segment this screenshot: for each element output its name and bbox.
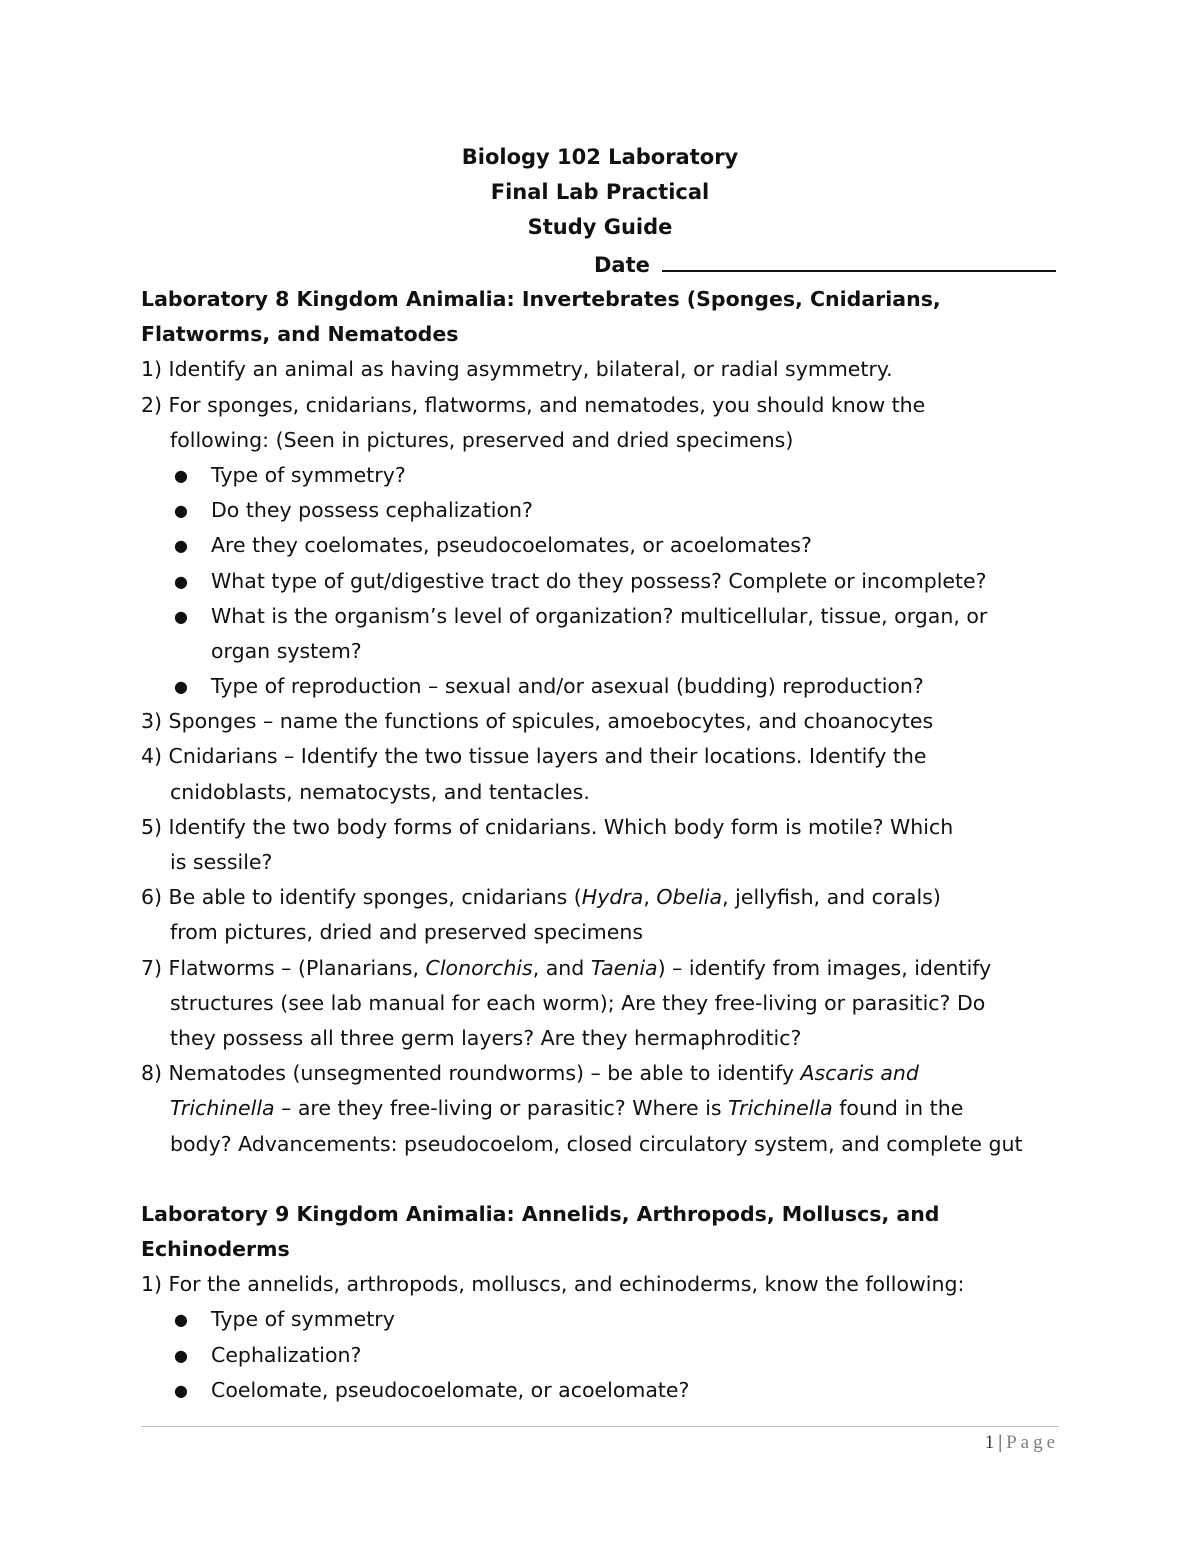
lab8-question-4-cont: cnidoblasts, nematocysts, and tentacles. — [170, 779, 590, 804]
bullet-icon: ● — [174, 1310, 188, 1330]
list-item: ● Do they possess cephalization? — [141, 493, 1071, 528]
lab8-question-1: 1) Identify an animal as having asymmetry, bilateral, or radial symmetry. — [141, 357, 893, 382]
list-item: ● Type of symmetry — [141, 1302, 1071, 1337]
lab8-question-6: 6) Be able to identify sponges, cnidarians (Hydra, Obelia, jellyfish, and corals) — [141, 885, 941, 910]
lab8-heading-line2: Flatworms, and Nematodes — [141, 322, 459, 347]
bullet-icon: ● — [174, 501, 188, 521]
date-blank-line — [662, 246, 1056, 272]
lab9-heading-line2: Echinoderms — [141, 1237, 290, 1262]
list-item-cont: organ system? — [211, 638, 362, 663]
lab8-question-8-cont2: body? Advancements: pseudocoelom, closed circulatory system, and complete gut — [170, 1131, 1023, 1156]
page-label: Page — [1006, 1432, 1059, 1453]
lab8-question-8: 8) Nematodes (unsegmented roundworms) – be able to identify Ascaris and — [141, 1061, 919, 1086]
lab8-question-2: 2) For sponges, cnidarians, flatworms, and nematodes, you should know the — [141, 392, 926, 417]
lab8-question-3: 3) Sponges – name the functions of spicules, amoebocytes, and choanocytes — [141, 709, 934, 734]
lab8-question-5-cont: is sessile? — [170, 850, 273, 874]
lab8-question-6-cont: from pictures, dried and preserved specimens — [170, 920, 644, 945]
document-header — [0, 140, 1200, 245]
page-number: 1 — [984, 1432, 995, 1453]
lab8-question-2-cont: following: (Seen in pictures, preserved and dried specimens) — [170, 427, 794, 452]
date-row — [594, 246, 1056, 283]
bullet-icon: ● — [174, 606, 188, 626]
lab8-question-4: 4) Cnidarians – Identify the two tissue layers and their locations. Identify the — [141, 744, 927, 769]
footer-divider — [141, 1426, 1059, 1427]
bullet-icon: ● — [174, 571, 188, 591]
page-footer — [985, 1432, 1059, 1454]
spacer — [141, 1162, 1071, 1197]
list-item: ● What is the organism’s level of organization? multicellular, tissue, organ, or — [141, 599, 1071, 634]
bullet-icon: ● — [174, 465, 188, 485]
list-item: ● Are they coelomates, pseudocoelomates, or acoelomates? — [141, 528, 1071, 563]
bullet-icon: ● — [174, 677, 188, 697]
bullet-icon: ● — [174, 1345, 188, 1365]
list-item: ● Coelomate, pseudocoelomate, or acoelomate? — [141, 1373, 1071, 1408]
exam-title: Final Lab Practical — [490, 180, 710, 204]
lab8-question-7-cont2: they possess all three germ layers? Are they hermaphroditic? — [170, 1025, 802, 1050]
list-item: ● Type of reproduction – sexual and/or asexual (budding) reproduction? — [141, 669, 1071, 704]
lab8-heading-line1: Laboratory 8 Kingdom Animalia: Invertebrates (Sponges, Cnidarians, — [141, 287, 941, 311]
date-label: Date — [594, 253, 650, 277]
lab8-question-5: 5) Identify the two body forms of cnidarians. Which body form is motile? Which — [141, 814, 954, 839]
footer-separator: | — [998, 1432, 1003, 1453]
lab8-question-7-cont: structures (see lab manual for each worm); Are they free-living or parasitic? Do — [170, 990, 986, 1015]
list-item: ● Cephalization? — [141, 1338, 1071, 1373]
lab8-question-7: 7) Flatworms – (Planarians, Clonorchis, and Taenia) – identify from images, identify — [141, 955, 992, 980]
lab9-heading-line1: Laboratory 9 Kingdom Animalia: Annelids, Arthropods, Molluscs, and — [141, 1201, 940, 1226]
bullet-icon: ● — [174, 536, 188, 556]
course-title: Biology 102 Laboratory — [461, 145, 739, 169]
list-item: ● What type of gut/digestive tract do they possess? Complete or incomplete? — [141, 564, 1071, 599]
guide-title: Study Guide — [527, 215, 673, 239]
lab8-question-8-cont: Trichinella – are they free-living or parasitic? Where is Trichinella found in the — [170, 1096, 964, 1121]
lab9-question-1: 1) For the annelids, arthropods, molluscs, and echinoderms, know the following: — [141, 1272, 965, 1297]
study-guide-content — [141, 282, 1071, 1408]
list-item: ● Type of symmetry? — [141, 458, 1071, 493]
bullet-icon: ● — [174, 1380, 188, 1400]
